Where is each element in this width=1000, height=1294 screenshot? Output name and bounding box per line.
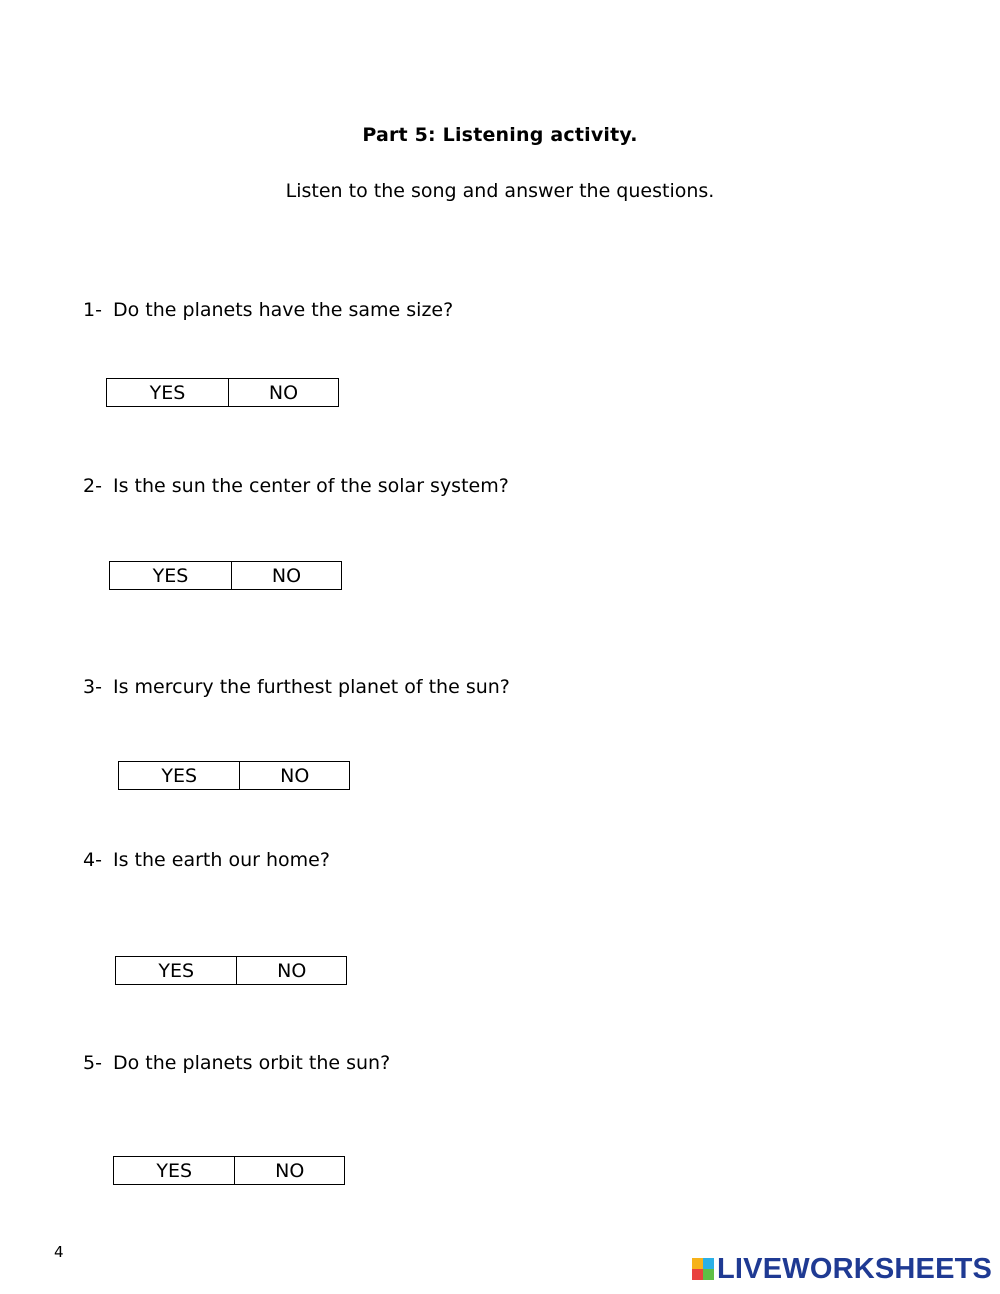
question-number: 3-	[83, 676, 102, 698]
liveworksheets-logo-icon	[692, 1258, 714, 1280]
question-3	[83, 676, 510, 698]
no-option[interactable]: NO	[271, 564, 302, 587]
answer-box-2	[109, 561, 342, 590]
brand-name: LIVEWORKSHEETS	[717, 1253, 993, 1285]
yes-option[interactable]: YES	[107, 379, 229, 406]
logo-cell	[692, 1258, 703, 1269]
question-text: Is the sun the center of the solar system?	[113, 475, 509, 497]
question-text: Do the planets orbit the sun?	[113, 1052, 391, 1074]
no-option[interactable]: NO	[280, 764, 310, 787]
question-number: 1-	[83, 299, 102, 321]
yes-option[interactable]: YES	[114, 1157, 235, 1184]
question-1	[83, 299, 453, 321]
question-number: 5-	[83, 1052, 102, 1074]
page-number: 4	[54, 1243, 64, 1261]
question-number: 2-	[83, 475, 102, 497]
answer-box-5	[113, 1156, 345, 1185]
no-option[interactable]: NO	[277, 959, 307, 982]
no-option[interactable]: NO	[268, 381, 299, 404]
answer-box-4	[115, 956, 347, 985]
logo-cell	[703, 1269, 714, 1280]
yes-option[interactable]: YES	[116, 957, 237, 984]
question-2	[83, 475, 509, 497]
yes-option[interactable]: YES	[110, 562, 232, 589]
question-text: Is mercury the furthest planet of the sun?	[113, 676, 510, 698]
answer-box-1	[106, 378, 339, 407]
question-text: Is the earth our home?	[113, 849, 330, 871]
instructions: Listen to the song and answer the questions.	[285, 180, 715, 202]
brand-watermark	[692, 1254, 992, 1284]
logo-cell	[692, 1269, 703, 1280]
question-text: Do the planets have the same size?	[113, 299, 454, 321]
yes-option[interactable]: YES	[119, 762, 240, 789]
question-4	[83, 849, 330, 871]
page-title: Part 5: Listening activity.	[362, 124, 638, 146]
no-option[interactable]: NO	[275, 1159, 305, 1182]
question-number: 4-	[83, 849, 102, 871]
answer-box-3	[118, 761, 350, 790]
logo-cell	[703, 1258, 714, 1269]
question-5	[83, 1052, 390, 1074]
